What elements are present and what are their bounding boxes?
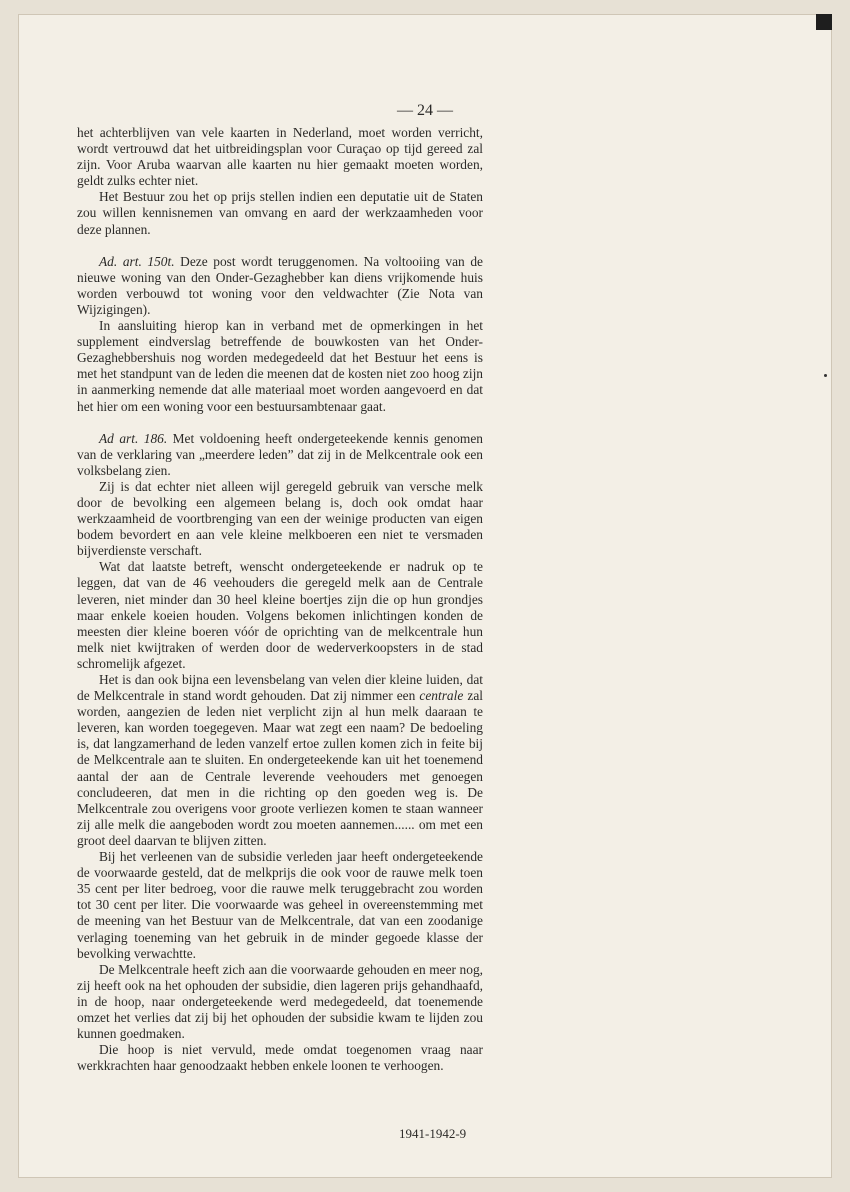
speck [824,374,827,377]
paragraph-text: zal worden, aangezien de leden niet verplicht zijn al hun melk daaraan te leveren, kan worden toegegeven. Maar wat zegt een naam? De bedoeling is, dat langzamerhand de leden vanzelf ertoe zullen komen zich in feite bij de Melkcentrale aan te sluiten. En ondergeteekende kan uit het toenemend aantal der aan de Centrale leverende veehouders met genoegen concludeeren, dat men in die richting op den goeden weg is. De Melkcentrale zou overigens voor groote verliezen komen te staan wanneer zij alle melk die aangeboden wordt zou moeten aannemen...... om met een groot deel daarvan te blijven zitten. [77,688,483,848]
paragraph-text: Het is dan ook bijna een levensbelang van velen dier kleine luiden, dat de Melkcentrale in stand wordt gehouden. Dat zij nimmer een [77,672,483,704]
emphasis: centrale [419,688,464,704]
paragraph: Die hoop is niet vervuld, mede omdat toegenomen vraag naar werkkrachten haar genoodzaakt hebben enkele loonen te verhoogen. [77,1042,483,1074]
page-number: — 24 — [397,102,453,119]
paragraph: Wat dat laatste betreft, wenscht ondergeteekende er nadruk op te leggen, dat van de 46 veehouders die geregeld melk aan de Centrale leveren, niet minder dan 30 heel kleine boertjes zijn die op hun grondjes maar enkele koeien houden. Volgens bekomen inlichtingen konden de meesten dier kleine boeren vóór de oprichting van de melkcentrale hun melk niet kwijtraken of werden door de wederverkoopsters in de stad schromelijk afgezet. [77,559,483,671]
paragraph [77,431,483,479]
paragraph [77,672,483,849]
body-text [77,125,483,1074]
article-heading: Ad. art. 150t. [99,253,175,269]
paragraph: De Melkcentrale heeft zich aan die voorwaarde gehouden en meer nog, zij heeft ook na het ophouden der subsidie, dien lageren prijs gehandhaafd, in de hoop, naar ondergeteekende werd medegedeeld, dat toenemende omzet het verlies dat zij bij het ophouden der subsidie kwam te lijden zou kunnen goedmaken. [77,961,483,1042]
paragraph-text: Deze post wordt teruggenomen. Na voltooiing van de nieuwe woning van den Onder-Gezaghebber kan diens vrijkomende huis worden verbouwd tot woning voor den veldwachter (Zie Nota van Wijzigingen). [77,253,483,317]
paragraph: Bij het verleenen van de subsidie verleden jaar heeft ondergeteekende de voorwaarde gesteld, dat de melkprijs die ook voor de rauwe melk toen 35 cent per liter bedroeg, voor die rauwe melk teruggebracht zou worden tot 30 cent per liter. Die voorwaarde was geheel in overeenstemming met de meening van het Bestuur van de Melkcentrale, dat van een zoodanige verlaging toeneming van het gebruik in de minder gegoede klasse der bevolking verwachtte. [77,849,483,961]
document-page [18,14,832,1178]
paragraph: Zij is dat echter niet alleen wijl geregeld gebruik van versche melk door de bevolking een algemeen belang is, doch ook omdat haar werkzaamheid de voortbrenging van een der weinige producten van eigen bodem bevordert en aan vele kleine melkboeren een niet te versmaden bijverdienste verschaft. [77,478,483,559]
corner-marker [816,14,832,30]
paragraph: Het Bestuur zou het op prijs stellen indien een deputatie uit de Staten zou willen kennisnemen van omvang en aard der werkzaamheden voor deze plannen. [77,189,483,237]
article-heading: Ad art. 186. [99,430,168,446]
paragraph: het achterblijven van vele kaarten in Nederland, moet worden verricht, wordt vertrouwd dat het uitbreidingsplan voor Curaçao op tijd gereed zal zijn. Voor Aruba waarvan alle kaarten nu hier gemaakt moeten worden, geldt zulks echter niet. [77,125,483,189]
footer-code: 1941-1942-9 [399,1126,467,1141]
paragraph [77,254,483,318]
paragraph: In aansluiting hierop kan in verband met de opmerkingen in het supplement eindverslag betreffende de bouwkosten van het Onder-Gezaghebbershuis nog worden medegedeeld dat het Bestuur het eens is met het standpunt van de leden die meenen dat de kosten niet zoo hoog zijn in aanmerking nemende dat alle materiaal moet worden aangevoerd en dat het hier om een woning voor een bestuursambtenaar gaat. [77,318,483,414]
paragraph-text: Met voldoening heeft ondergeteekende kennis genomen van de verklaring van „meerdere leden” dat zij in de Melkcentrale ook een volksbelang zien. [77,430,483,478]
